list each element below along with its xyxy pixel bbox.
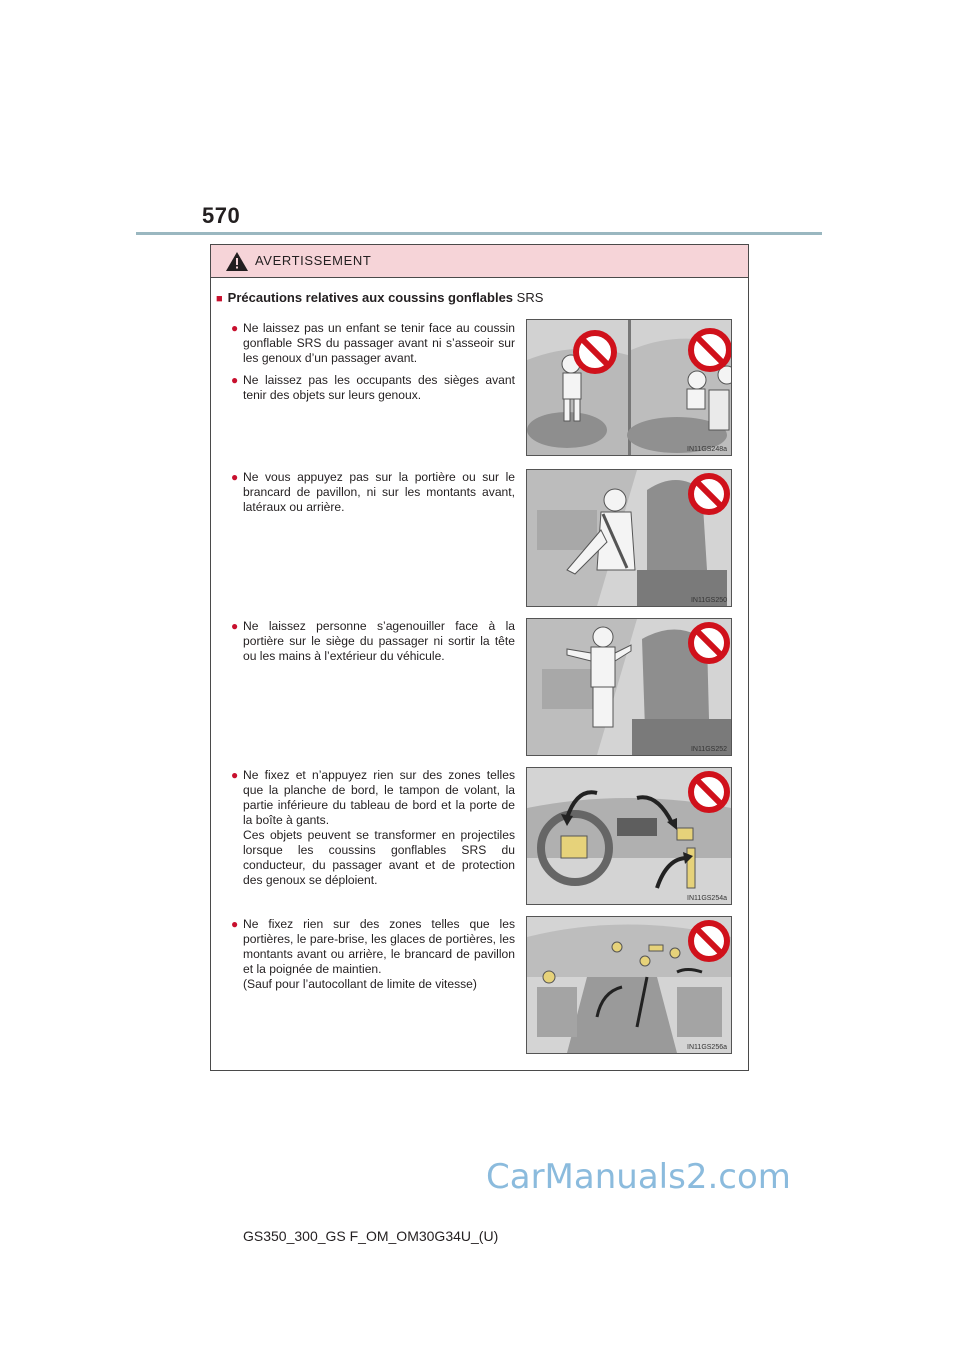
prohibition-icon <box>691 476 727 512</box>
page-number: 570 <box>202 203 241 228</box>
seat-scene-image <box>527 320 731 455</box>
watermark: CarManuals2.com <box>486 1157 791 1197</box>
warning-title: AVERTISSEMENT <box>255 253 372 268</box>
bullet-icon: ● <box>231 768 239 782</box>
warning-item-note: (Sauf pour l’autocollant de limite de vitesse) <box>243 977 477 991</box>
warning-item-text: Ne laissez pas les occupants des sièges avant tenir des objets sur leurs genoux. <box>243 373 515 402</box>
warning-item <box>231 470 515 515</box>
bullet-icon: ● <box>231 470 239 484</box>
dashboard-scene-image <box>527 768 731 904</box>
illustration-caption: IN11GS252 <box>690 746 727 753</box>
warning-item <box>231 917 515 992</box>
prohibition-icon <box>691 625 727 661</box>
warning-triangle-icon <box>226 252 248 271</box>
section-heading-text: Précautions relatives aux coussins gonflables <box>227 290 514 305</box>
warning-item <box>231 768 515 888</box>
prohibition-icon <box>576 333 614 371</box>
seat-scene-image <box>527 470 731 606</box>
footer-code: GS350_300_GS F_OM_OM30G34U_(U) <box>243 1228 499 1244</box>
illustration-caption: IN11GS254a <box>687 895 727 902</box>
warning-item-text: Ne laissez pas un enfant se tenir face au coussin gonflable SRS du passager avant ni s’asseoir sur les genoux d’un passager avant. <box>243 321 515 365</box>
warning-item-text: Ne laissez personne s’agenouiller face à la portière sur le siège du passager ni sortir la tête ou les mains à l’extérieur du véhicule. <box>243 619 515 663</box>
illustration-dashboard-objects <box>526 767 732 905</box>
square-bullet-icon: ■ <box>216 293 223 305</box>
prohibition-icon <box>691 331 729 369</box>
warning-box <box>210 244 749 1071</box>
warning-item <box>231 321 515 366</box>
illustration-caption: IN11GS248a <box>687 446 727 453</box>
warning-item <box>231 373 515 403</box>
warning-item-text: Ne fixez et n’appuyez rien sur des zones telles que la planche de bord, le tampon de volant, la partie inférieure du tableau de bord et la porte de la boîte à gants. <box>243 768 515 827</box>
illustration-leaning-door <box>526 469 732 607</box>
cabin-scene-image <box>527 917 731 1053</box>
bullet-icon: ● <box>231 373 239 387</box>
illustration-cabin-objects <box>526 916 732 1054</box>
illustration-kneeling-window <box>526 618 732 756</box>
warning-item-note: Ces objets peuvent se transformer en projectiles lorsque les coussins gonflables SRS du conducteur, du passager avant et de protection des genoux se déploient. <box>243 828 515 887</box>
warning-item-text: Ne vous appuyez pas sur la portière ou sur le brancard de pavillon, ni sur les montants avant, latéraux ou arrière. <box>243 470 515 514</box>
seat-scene-image <box>527 619 731 755</box>
section-heading-suffix: SRS <box>516 290 544 305</box>
prohibition-icon <box>691 923 727 959</box>
warning-item-text: Ne fixez rien sur des zones telles que les portières, le pare-brise, les glaces de portières, les montants avant ou arrière, le brancard de pavillon et la poignée de maintien. <box>243 917 515 976</box>
header-rule <box>136 232 822 235</box>
warning-header <box>211 245 748 278</box>
warning-item <box>231 619 515 664</box>
illustration-caption: IN11GS250 <box>690 597 727 604</box>
illustration-child-front-seat <box>526 319 732 456</box>
prohibition-icon <box>691 774 727 810</box>
bullet-icon: ● <box>231 917 239 931</box>
section-heading <box>216 290 543 305</box>
bullet-icon: ● <box>231 619 239 633</box>
bullet-icon: ● <box>231 321 239 335</box>
illustration-caption: IN11GS256a <box>687 1044 727 1051</box>
